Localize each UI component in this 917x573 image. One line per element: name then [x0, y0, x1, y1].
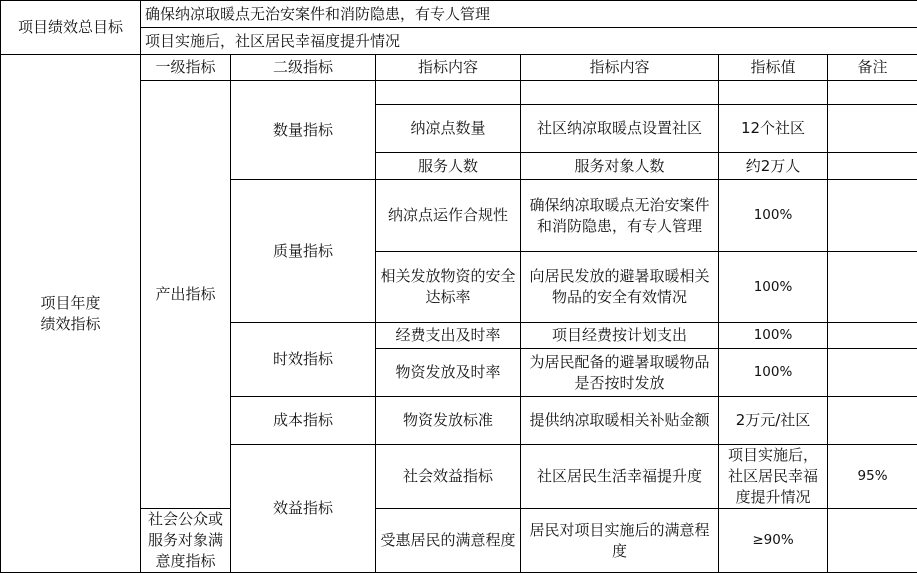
- indicator-item: 纳凉点运作合规性: [376, 180, 521, 252]
- indicator-desc: 为居民配备的避暑取暖物品是否按时发放: [521, 349, 719, 397]
- empty-cell: [828, 81, 917, 105]
- indicator-item: 纳凉点数量: [376, 105, 521, 153]
- header-value: 指标值: [719, 55, 828, 81]
- indicator-desc: 向居民发放的避暑取暖相关物品的安全有效情况: [521, 252, 719, 323]
- timeliness-indicator-label: 时效指标: [231, 323, 376, 397]
- quality-indicator-label: 质量指标: [231, 180, 376, 323]
- indicator-item: 物资发放及时率: [376, 349, 521, 397]
- header-level1: 一级指标: [141, 55, 231, 81]
- cost-indicator-label: 成本指标: [231, 397, 376, 445]
- quantity-indicator-label: 数量指标: [231, 81, 376, 180]
- indicator-desc: 确保纳凉取暖点无治安案件和消防隐患，有专人管理: [521, 180, 719, 252]
- indicator-desc: 提供纳凉取暖相关补贴金额: [521, 397, 719, 445]
- header-content-a: 指标内容: [376, 55, 521, 81]
- empty-cell: [719, 81, 828, 105]
- indicator-remark: [828, 252, 917, 323]
- indicator-value: 100%: [719, 180, 828, 252]
- indicator-remark: [828, 153, 917, 180]
- indicator-value: 12个社区: [719, 105, 828, 153]
- indicator-desc: 项目实施后，社区居民幸福度提升情况: [719, 445, 828, 509]
- indicator-value: 95%: [828, 445, 917, 509]
- indicator-remark: [828, 105, 917, 153]
- annual-target-label: 项目年度 绩效指标: [1, 55, 141, 573]
- indicator-item: 经费支出及时率: [376, 323, 521, 349]
- indicator-item: 相关发放物资的安全达标率: [376, 252, 521, 323]
- benefit-indicator-label: 效益指标: [231, 445, 376, 573]
- indicator-item: 受惠居民的满意程度: [376, 509, 521, 573]
- indicator-value: 100%: [719, 323, 828, 349]
- indicator-item: 社区居民生活幸福提升度: [521, 445, 719, 509]
- empty-cell: [521, 81, 719, 105]
- indicator-remark: [828, 397, 917, 445]
- header-level2: 二级指标: [231, 55, 376, 81]
- indicator-item: 服务人数: [376, 153, 521, 180]
- indicator-desc: 项目经费按计划支出: [521, 323, 719, 349]
- output-indicator-label: 产出指标: [141, 81, 231, 509]
- indicator-desc: 社区纳凉取暖点设置社区: [521, 105, 719, 153]
- empty-cell: [376, 81, 521, 105]
- header-content-b: 指标内容: [521, 55, 719, 81]
- indicator-remark: [828, 180, 917, 252]
- header-remark: 备注: [828, 55, 917, 81]
- social-benefit-label: 社会效益指标: [376, 445, 521, 509]
- overall-goal-label: 项目绩效总目标: [1, 1, 141, 55]
- overall-goal-line-1: 确保纳凉取暖点无治安案件和消防隐患，有专人管理: [141, 1, 917, 28]
- indicator-value: 约2万人: [719, 153, 828, 180]
- overall-goal-line-2: 项目实施后，社区居民幸福度提升情况: [141, 28, 917, 55]
- indicator-item: 物资发放标准: [376, 397, 521, 445]
- indicator-value: 100%: [719, 252, 828, 323]
- indicator-remark: [828, 323, 917, 349]
- indicator-value: ≥90%: [719, 509, 828, 573]
- indicator-remark: [828, 349, 917, 397]
- indicator-desc: 服务对象人数: [521, 153, 719, 180]
- indicator-value: 100%: [719, 349, 828, 397]
- indicator-desc: 居民对项目实施后的满意程度: [521, 509, 719, 573]
- satisfaction-label: 社会公众或服务对象满意度指标: [141, 509, 231, 573]
- indicator-value: 2万元/社区: [719, 397, 828, 445]
